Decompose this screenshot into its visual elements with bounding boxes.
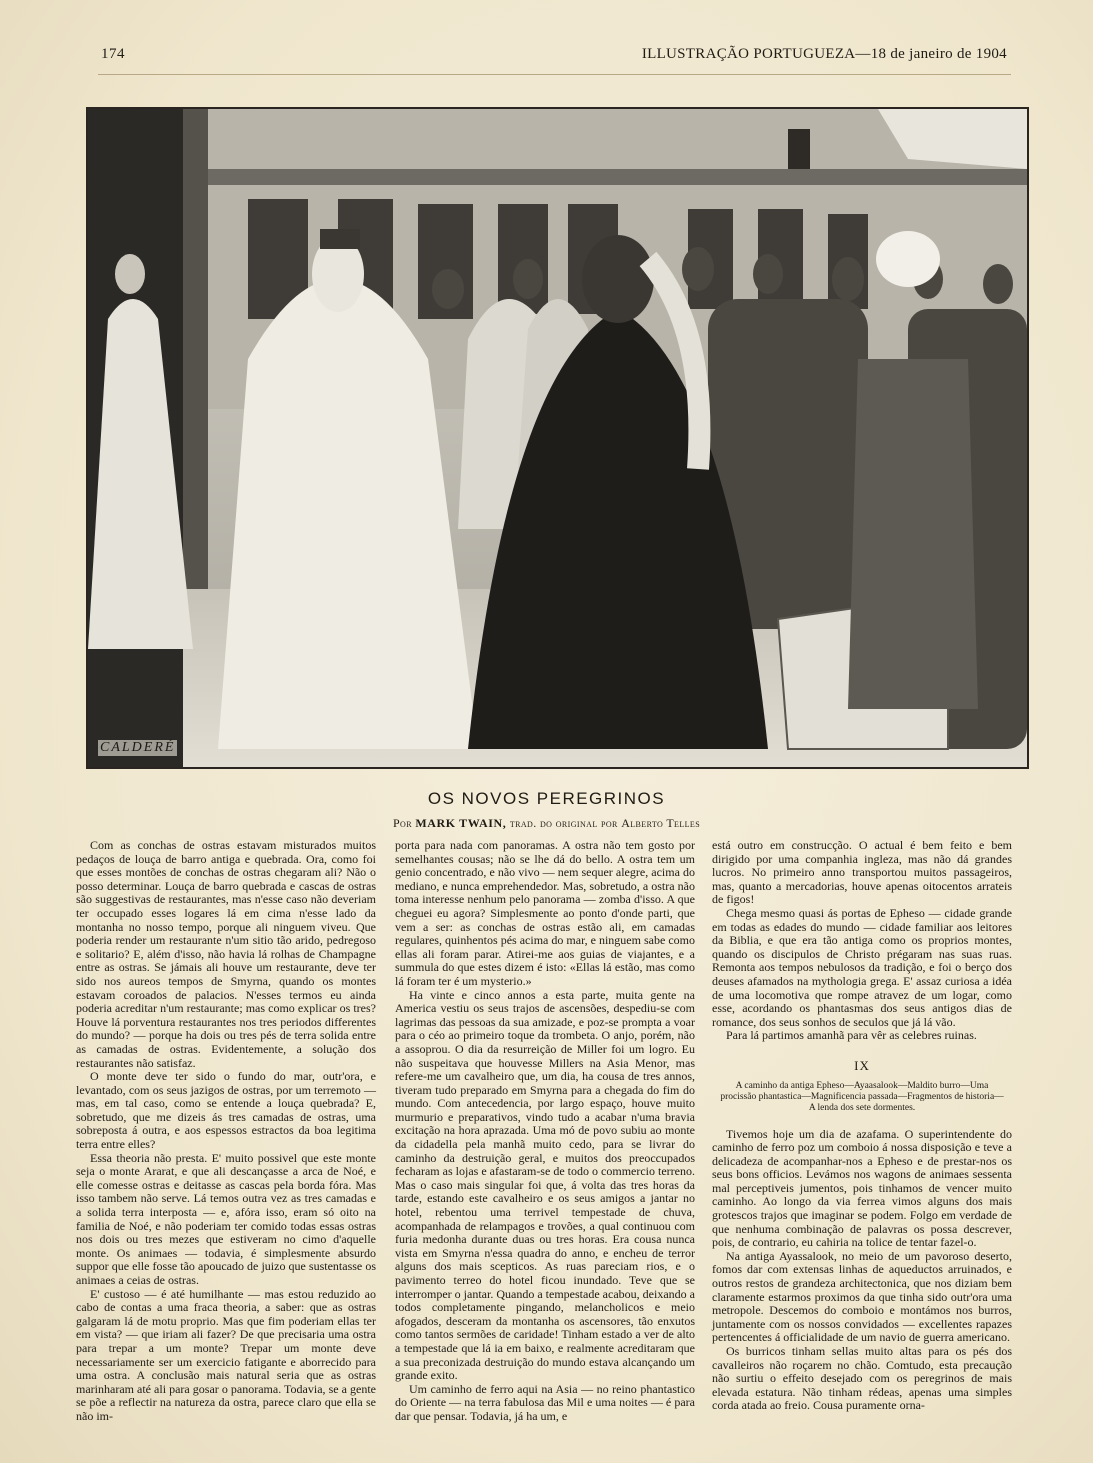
paragraph: Os burricos tinham sellas muito altas para os pés dos cavalleiros não roçarem no chão. Comtudo, esta precaução não surtiu o effeito desejado com os peregrinos de mais elevada estatura. Não tinham rédeas, apenas uma simples corda atada ao freio. Cousa puramente orna-: [712, 1344, 1012, 1413]
byline: [0, 816, 1093, 831]
paragraph: Ha vinte e cinco annos a esta parte, muita gente na America vestiu os seus trajos de ascensões, despediu-se com lagrimas das pessoas da sua amizade, e poz-se prompta a voar para o céo ao primeiro toque da trombeta. O anjo, porém, não a assoprou. O dia da resurreição de Miller foi um logro. Eu não suspeitava que houvesse Millers na Asia Menor, mas refere-me um cavalheiro que, um dia, ha cousa de tres annos, tiveram tudo preparado em Smyrna para a chegada do fim do mundo. Com antecedencia, por largo espaço, houve muito murmurio e preparativos, vindo tudo a acabar n'uma bravia excitação na hora aprazada. Uma mó de povo subiu ao monte da cidadella pela manhã muito cedo, para se livrar do caminho da destruição geral, e muitos dos preoccupados fecharam as lojas e afastaram-se de todo o commercio terreno. Mas o caso mais singular foi que, á volta das tres horas da tarde, estando este cavalheiro e os seus amigos a jantar no hotel, rebentou uma terrivel tempestade de chuva, acompanhada de relampagos e trovões, a qual continuou com furia medonha durante duas ou tres horas. Era cousa nunca vista em Smyrna n'essa quadra do anno, e encheu de terror alguns dos mais scepticos. As ruas pareciam rios, e o pavimento terreo do hotel ficou inundado. Teve que se interromper o jantar. Quando a tempestade acabou, deixando a todos completamente pingando, melancholicos e meio afogados, desceram da montanha os ascensores, tão enxutos como tantos sermões de caridade! Tinham estado a ver de alto a tempestade que lá ia em baixo, e realmente acreditaram que a sua preconizada destruição do mundo estava alcançando um grande exito.: [395, 987, 695, 1383]
paragraph: Na antiga Ayassalook, no meio de um pavoroso deserto, fomos dar com extensas linhas de aqueductos arruinados, e outros restos de grandeza architectonica, que nos diziam bem claramente estarmos proximos da que tinha sido outr'ora uma metropole. Descemos do comboio e montámos nos burros, juntamente com os nossos convidados — excellentes rapazes pertencentes á officialidade de um navio de guerra americano.: [712, 1248, 1012, 1345]
text-column-1: [76, 839, 376, 1424]
page-number: 174: [101, 46, 125, 62]
text-column-3: [712, 839, 1012, 1413]
paragraph: Com as conchas de ostras estavam misturados muitos pedaços de louça de barro antiga e quebrada. Ora, como foi que esses montões de conchas de ostras chegaram ali? Não o posso determinar. Louça de barro quebrada e cascas de ostras são suggestivas de restaurantes, mas n'esse caso não deveriam ter occupado esses logares lá em cima n'esse lado da montanha no nosso tempo, porque ali ninguem viveu. Que poderia render um restaurante n'um sitio tão arido, pedregoso e solitario? E, além d'isso, não havia lá rolhas de Champagne entre as ostras. Se jámais ali houve um restaurante, deve ter sido nos aureos tempos de Smyrna, quando os montes estavam coroados de palacios. N'esses termos eu ainda poderia acreditar n'um restaurante; mas como explicar os tres? Houve lá porventura restaurantes nos tres periodos differentes do mundo? — porque ha dois ou tres pés de terra solida entre as camadas de ostras. Evidentemente, a solução dos restaurantes não satisfaz.: [76, 838, 376, 1070]
byline-author: MARK TWAIN,: [415, 816, 507, 830]
paragraph: Essa theoria não presta. E' muito possivel que este monte seja o monte Ararat, e que ali descançasse a arca de Noé, e elle comesse ostras e deitasse as cascas pela borda fóra. Mas isso tambem não serve. Lá temos outra vez as tres camadas e a solida terra interposta — e, afóra isso, eram só oito na familia de Noé, e não poderiam ter comido todas essas ostras nos dois ou tres mezes que estiveram no cimo d'aquelle monte. Os animaes — todavia, é simplesmente absurdo suppor que elle fosse tão apoucado de juizo que sustentasse os animaes a ceias de ostras.: [76, 1150, 376, 1287]
paragraph: Tivemos hoje um dia de azafama. O superintendente do caminho de ferro poz um comboio á nossa disposição e teve a delicadeza de acompanhar-nos a Epheso e de prestar-nos os seus bons officios. Levámos nos wagons de animaes sessenta mal perceptiveis jumentos, pois tinhamos de vencer muito caminho. Ao longo da via ferrea vimos alguns dos mais grotescos trajos que imaginar se podem. Folgo em verdade de que nenhuma combinação de palavras os possa descrever, pois, de contrario, eu cahiria na tolice de tentar fazel-o.: [712, 1126, 1012, 1250]
chapter-summary: A caminho da antiga Epheso—Ayaasalook—Maldito burro—Uma procissão phantastica—Magnificencia passada—Fragmentos de historia—A lenda dos sete dormentes.: [720, 1080, 1004, 1113]
paragraph: está outro em construcção. O actual é bem feito e bem dirigido por uma companhia ingleza, mas não dá grandes lucros. No primeiro anno transportou muitos passageiros, mas, quanto a mercadorias, houve apenas oitocentos arrateis de figos!: [712, 838, 1012, 907]
header-divider: [98, 74, 1011, 75]
article-title: OS NOVOS PEREGRINOS: [427, 789, 666, 808]
paragraph: porta para nada com panoramas. A ostra não tem gosto por semelhantes cousas; não se lhe dá do bello. A ostra tem um genio concentrado, e não vivo — nem sequer alegre, acima do mediano, e nunca emprehendedor. Mas, sobretudo, a ostra não toma interesse nenhum pelo panorama — zomba d'isso. A que cheguei eu agora? Simplesmente ao ponto d'onde parti, que vem a ser: as conchas de ostras estão ali, em camadas regulares, quinhentos pés acima do mar, e ninguem sabe como ellas ali foram parar. Atirei-me aos guias de viajantes, e a summula do que estes dizem é isto: «Ellas lá estão, mas como lá foram ter é um mysterio.»: [395, 838, 695, 988]
byline-trad: trad. do original por: [509, 816, 618, 830]
artist-signature: CALDERÉ: [100, 740, 176, 755]
running-header: ILLUSTRAÇÃO PORTUGUEZA—18 de janeiro de 1904: [641, 46, 1007, 62]
paragraph: O monte deve ter sido o fundo do mar, outr'ora, e levantado, com os seus jazigos de ostras, por um terremoto — mas, em tal caso, como se entende a louça quebrada? E, sobretudo, que me dizeis ás tres camadas de ostras, uma sobreposta á outra, e aos espessos estractos da boa legitima terra entre elles?: [76, 1069, 376, 1152]
paragraph: Chega mesmo quasi ás portas de Epheso — cidade grande em todas as edades do mundo — cidade familiar aos leitores da Biblia, e que era tão antiga como os proprios montes, quando os discipulos de Christo prégaram nas suas ruas. Remonta aos tempos nebulosos da tradição, e foi o berço dos deuses afamados na mythologia grega. E' assaz curiosa a idéa de uma locomotiva que rompe atravez de um logar, como esse, acordando os phantasmas dos seus antigos dias de romance, dos seus sonhos de seculos que já lá vão.: [712, 905, 1012, 1029]
paragraph: Um caminho de ferro aqui na Asia — no reino phantastico do Oriente — na terra fabulosa das Mil e uma noites — é para dar que pensar. Todavia, já ha um, e: [395, 1381, 695, 1423]
paragraph: E' custoso — é até humilhante — mas estou reduzido ao cabo de contas a uma fraca theoria, a saber: que as ostras galgaram lá de motu proprio. Mas que fim poderiam ellas ter em vista? — que iriam ali fazer? De que precisaria uma ostra para trepar a um monte? Trepar um monte deve necessariamente ser um exercicio fatigante e aborrecido para uma ostra. A conclusão mais natural seria que as ostras marinharam até ali para gosar o panorama. Todavia, se a gente se põe a reflectir na natureza da ostra, parece claro que ella se não im-: [76, 1286, 376, 1423]
byline-por: Por: [392, 816, 412, 830]
paragraph: Para lá partimos amanhã para vêr as celebres ruinas.: [726, 1028, 977, 1043]
text-column-2: [395, 839, 695, 1424]
chapter-heading: IX: [854, 1057, 870, 1073]
byline-translator: Alberto Telles: [621, 816, 701, 830]
illustration-drawing: [88, 109, 1027, 767]
illustration-railway-platform: [86, 107, 1029, 769]
